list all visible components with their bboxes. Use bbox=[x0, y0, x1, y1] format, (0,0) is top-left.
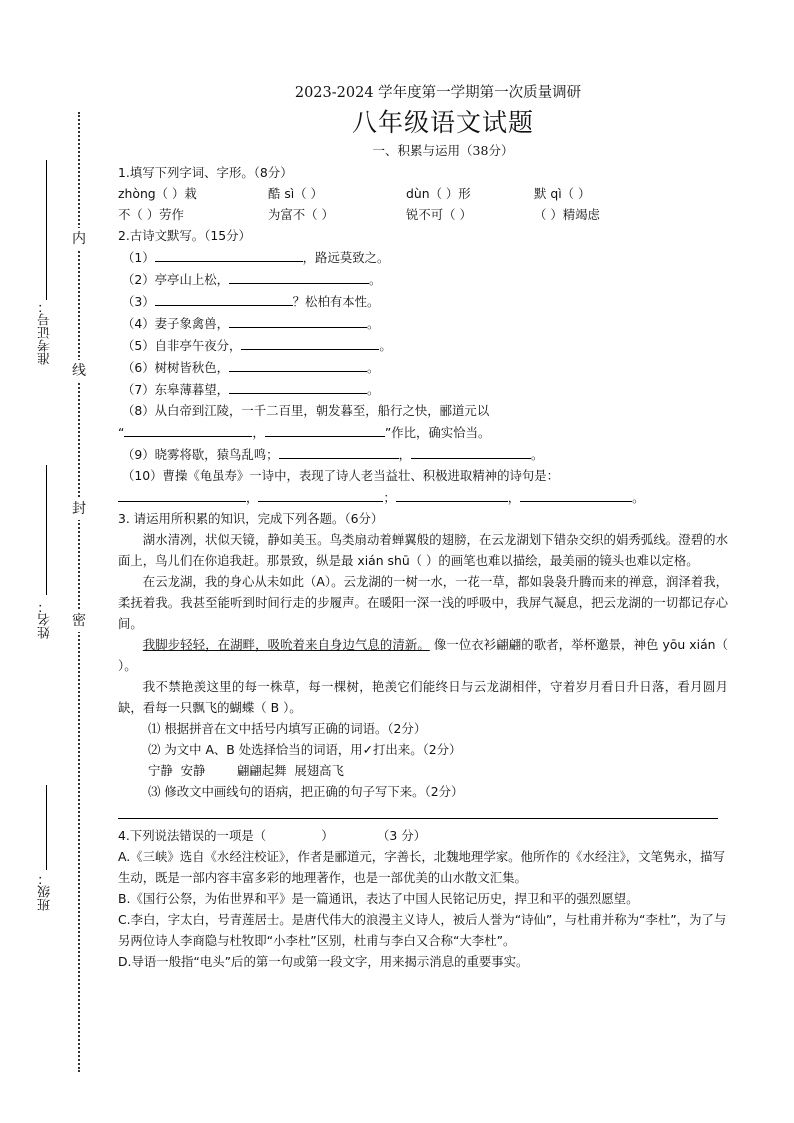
answer-blank[interactable] bbox=[265, 421, 385, 437]
q4-option-a[interactable]: A.《三峡》选自《水经注校证》，作者是郦道元，字善长，北魏地理学家。他所作的《水经注》，文笔隽永，描写生动，既是一部内容丰富多彩的地理著作，也是一部优美的山水散文汇集。 bbox=[118, 849, 725, 885]
q1-item[interactable]: 为富不（ ） bbox=[268, 207, 334, 222]
answer-blank[interactable] bbox=[118, 486, 246, 502]
name-line[interactable] bbox=[46, 465, 47, 595]
answer-blank[interactable] bbox=[155, 246, 303, 262]
exam-paper bbox=[118, 82, 728, 972]
main-title: 八年级语文试题 bbox=[351, 108, 534, 137]
q3-paragraph-4: 我不禁艳羡这里的每一株草，每一棵树，艳羡它们能终日与云龙湖相伴，守着岁月看日升日落，看月圆月缺，看每一只飘飞的蝴蝶（ B ）。 bbox=[118, 679, 728, 715]
q2-text: 。 bbox=[367, 382, 380, 397]
q2-text: ，路远莫致之。 bbox=[302, 250, 390, 265]
class-line[interactable] bbox=[46, 785, 47, 870]
q2-text: “ bbox=[118, 425, 125, 440]
answer-blank[interactable] bbox=[155, 290, 293, 306]
q4-option-b[interactable]: B.《国行公祭，为佑世界和平》是一篇通讯，表达了中国人民铭记历史，捍卫和平的强烈愿望。 bbox=[118, 891, 639, 906]
q2-text: 。 bbox=[369, 272, 382, 287]
q2-text: 。 bbox=[367, 316, 380, 331]
q2-text: （6）树树皆秋色， bbox=[122, 360, 230, 375]
q1-item[interactable]: 不（ ）劳作 bbox=[118, 207, 184, 222]
q2-line-7 bbox=[118, 378, 728, 400]
q3-sub-1: ⑴ 根据拼音在文中括号内填写正确的词语。（2分） bbox=[148, 721, 427, 736]
q3-sub-3: ⑶ 修改文中画线句的语病，把正确的句子写下来。（2分） bbox=[148, 784, 464, 799]
q3-sub-2: ⑵ 为文中 A、B 处选择恰当的词语，用✓打出来。（2分） bbox=[148, 742, 462, 757]
q4-option-d[interactable]: D.导语一般指“电头”后的第一句或第一段文字，用来揭示消息的重要事实。 bbox=[118, 954, 529, 969]
exam-id-line[interactable] bbox=[46, 160, 47, 300]
q3-answer-line[interactable] bbox=[118, 804, 718, 819]
seal-char-nei: 内 bbox=[70, 228, 88, 250]
binding-margin bbox=[0, 0, 110, 1123]
q3-paragraph-1: 湖水清冽，状似天镜，静如美玉。鸟类扇动着蝉翼般的翅膀，在云龙湖划下错杂交织的娟秀弧线。澄碧的水面上，鸟儿们在你追我赶。那景致，纵是最 xián shū（ ）的画笔也难以描绘，最美丽的镜头也难以定格。 bbox=[118, 532, 728, 568]
binding-dotted-line bbox=[78, 112, 80, 1072]
q2-line-6 bbox=[118, 356, 728, 378]
answer-blank[interactable] bbox=[124, 421, 252, 437]
answer-blank[interactable] bbox=[229, 268, 369, 284]
q2-text: （1） bbox=[122, 250, 155, 265]
q2-text: ； bbox=[383, 490, 396, 505]
q1-row-1 bbox=[118, 183, 728, 204]
paper-header bbox=[118, 82, 728, 162]
section-title: 一、积累与运用（38分） bbox=[372, 143, 514, 158]
q1-item[interactable]: 默 qì（ ） bbox=[534, 186, 591, 201]
q2-text: ， bbox=[252, 425, 265, 440]
seal-char-mi: 密 bbox=[70, 610, 88, 632]
seal-char-xian: 线 bbox=[70, 360, 88, 382]
q2-line-2 bbox=[118, 268, 728, 290]
q4-prompt: 4.下列说法错误的一项是（ ） （3 分） bbox=[118, 828, 426, 843]
answer-blank[interactable] bbox=[229, 356, 367, 372]
q1-item[interactable]: （ ）精竭虑 bbox=[534, 207, 600, 222]
question-2 bbox=[118, 225, 728, 508]
answer-blank[interactable] bbox=[396, 486, 508, 502]
q2-text: （3） bbox=[122, 294, 155, 309]
question-4 bbox=[118, 825, 728, 972]
underlined-sentence: 我脚步轻轻，在湖畔，吸吮着来自身边气息的清新。 bbox=[142, 637, 430, 652]
q2-line-10: （10）曹操《龟虽寿》一诗中，表现了诗人老当益壮、积极进取精神的诗句是： bbox=[122, 468, 560, 483]
q2-text: ， bbox=[507, 490, 521, 505]
q3-prompt: 3. 请运用所积累的知识，完成下列各题。（6分） bbox=[118, 511, 384, 526]
q3-paragraph-2: 在云龙湖，我的身心从未如此（A）。云龙湖的一树一水，一花一草，都如袅袅升腾而来的禅意，润泽着我，柔抚着我。我甚至能听到时间行走的步履声。在暖阳一深一浅的呼吸中，我屏气凝息，把云龙湖的一切都记存心间。 bbox=[118, 574, 728, 631]
q1-item[interactable]: 酷 sì（ ） bbox=[268, 186, 323, 201]
q2-line-3 bbox=[118, 290, 728, 312]
q2-text: ？松柏有本性。 bbox=[292, 294, 380, 309]
q2-line-9 bbox=[118, 443, 728, 465]
q2-text: （7）东皋薄暮望， bbox=[122, 382, 230, 397]
seal-char-feng: 封 bbox=[70, 498, 88, 520]
q2-line-8: （8）从白帝到江陵，一千二百里，朝发暮至，船行之快，郦道元以 bbox=[122, 403, 490, 418]
q1-item[interactable]: zhòng（ ）栽 bbox=[118, 186, 197, 201]
q2-prompt: 2.古诗文默写。（15分） bbox=[118, 228, 251, 243]
q4-option-c[interactable]: C.李白，字太白，号青莲居士。是唐代伟大的浪漫主义诗人，被后人誉为“诗仙”，与杜甫并称为“李杜”，为了与另两位诗人李商隐与杜牧即“小李杜”区别，杜甫与李白又合称“大李杜”。 bbox=[118, 912, 727, 948]
q2-line-1 bbox=[118, 246, 728, 268]
q3-paragraph-3 bbox=[118, 634, 728, 676]
q2-text: （2）亭亭山上松， bbox=[122, 272, 230, 287]
q2-text: 。 bbox=[632, 490, 645, 505]
q1-row-2 bbox=[118, 204, 728, 225]
q2-line-8b bbox=[118, 421, 728, 443]
answer-blank[interactable] bbox=[279, 443, 399, 459]
class-label: 班级： bbox=[38, 872, 53, 911]
answer-blank[interactable] bbox=[520, 486, 632, 502]
q3-text: 像一位衣衫翩翩的歌者，举杯邀景，神色 yōu xián（ ）。 bbox=[118, 637, 729, 673]
q1-item[interactable]: dùn（ ）形 bbox=[406, 186, 471, 201]
answer-blank[interactable] bbox=[229, 378, 367, 394]
q1-item[interactable]: 锐不可（ ） bbox=[406, 207, 472, 222]
q2-text: ”作比，确实恰当。 bbox=[384, 425, 491, 440]
q2-text: 。 bbox=[379, 338, 392, 353]
q2-text: ， bbox=[246, 490, 259, 505]
name-label: 姓名： bbox=[38, 600, 53, 639]
q2-text: ， bbox=[398, 447, 411, 462]
answer-blank[interactable] bbox=[241, 334, 379, 350]
answer-blank[interactable] bbox=[258, 486, 383, 502]
q2-text: 。 bbox=[530, 447, 544, 462]
q2-text: （9）晓雾将歇，猿鸟乱鸣； bbox=[122, 447, 279, 462]
question-1 bbox=[118, 162, 728, 225]
q2-line-4 bbox=[118, 312, 728, 334]
answer-blank[interactable] bbox=[411, 443, 531, 459]
answer-blank[interactable] bbox=[229, 312, 367, 328]
q1-prompt: 1.填写下列字词、字形。（8分） bbox=[118, 165, 293, 180]
exam-id-label: 准考证号： bbox=[38, 300, 53, 365]
question-3 bbox=[118, 508, 728, 819]
q2-text: （4）妻子象禽兽， bbox=[122, 316, 230, 331]
q2-text: 。 bbox=[367, 360, 380, 375]
exam-title: 2023-2024 学年度第一学期第一次质量调研 bbox=[294, 85, 582, 101]
q2-text: （5）自非亭午夜分， bbox=[122, 338, 242, 353]
q2-line-5 bbox=[118, 334, 728, 356]
q2-line-10b bbox=[118, 486, 728, 508]
q3-choices[interactable]: 宁静 安静 翩翩起舞 展翅高飞 bbox=[148, 763, 344, 778]
